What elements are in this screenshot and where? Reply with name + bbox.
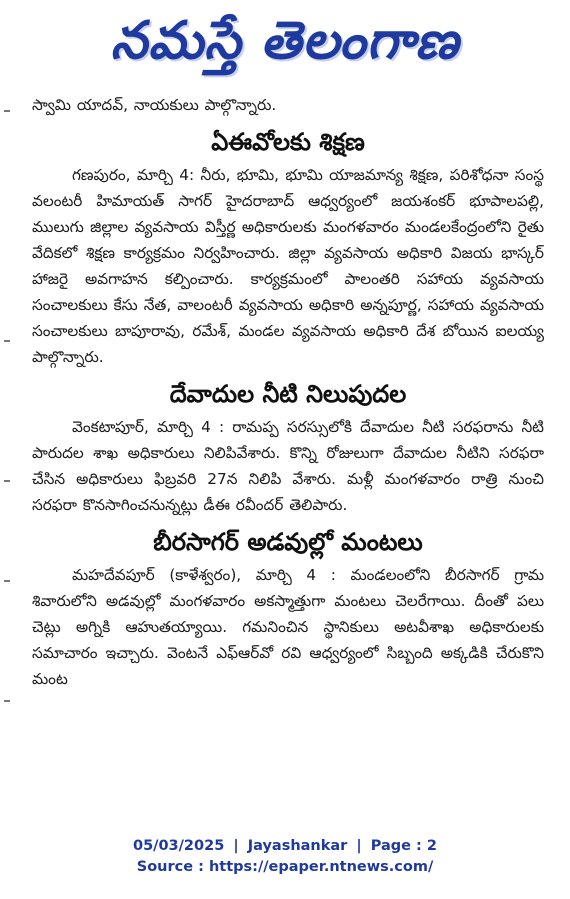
headline-aeo-training: ఏఈవోలకు శిక్షణ xyxy=(211,128,365,156)
article-body-aeo-training: గణపురం, మార్చి 4: నీరు, భూమి, భూమి యాజమాన్య శిక్షణ, పరిశోధనా సంస్థ వలంటరీ హిమాయత్‌ సాగర్‌ హైదరాబాద్‌ ఆధ్వర్యంలో జయశంకర్‌ భూపాలపల్లి, ములుగు జిల్లాల వ్యవసాయ విస్తీర్ణ అధికారులకు మంగళవారం మండలకేంద్రంలోని రైతు వేదికలో శిక్షణ కార్యక్రమం నిర్వహించారు. జిల్లా వ్యవసాయ అధికారి విజయ భాస్కర్‌ హాజరై అవగాహన కల్పించారు. కార్యక్రమంలో పాలంతరి సహాయ వ్యవసాయ సంచాలకులు కేసు నేత, వాలంటరీ వ్యవసాయ అధికారి అన్నపూర్ణ, సహాయ వ్యవసాయ సంచాలకులు బాపూరావు, రమేశ్‌, మండల వ్యవసాయ అధికారి దేశ బోయిన ఐలయ్య పాల్గొన్నారు. xyxy=(32,166,544,366)
article-body-forest-fire: మహదేవపూర్‌ (కాళేశ్వరం), మార్చి 4 : మండలంలోని బీరసాగర్‌ గ్రామ శివారులోని అడవుల్లో మంగళవారం అకస్మాత్తుగా మంటలు చెలరేగాయి. దీంతో పలు చెట్లు అగ్నికి ఆహుతయ్యాయి. గమనించిన స్థానికులు అటవీశాఖ అధికారులకు సమాచారం ఇచ్చారు. వెంటనే ఎఫ్‌ఆర్‌వో రవి ఆధ్వర్యంలో సిబ్బంది అక్కడికి చేరుకొని మంట xyxy=(32,566,544,688)
footer-separator: | xyxy=(356,838,362,854)
masthead xyxy=(0,0,570,92)
newspaper-logo: నమస్తే తెలంగాణ xyxy=(110,11,460,71)
footer-separator: | xyxy=(233,838,239,854)
article-body-devadula-water: వెంకటాపూర్‌, మార్చి 4 : రామప్ప సరస్సులోకి దేవాదుల నీటి సరఫరాను నీటి పారుదల శాఖ అధికారులు నిలిపివేశారు. కొన్ని రోజులుగా దేవాదుల నీటిని సరఫరా చేసిన అధికారులు ఫిబ్రవరి 27న నిలిపి వేశారు. మళ్లీ మంగళవారం రాత్రి నుంచి సరఫరా కొనసాగించనున్నట్లు డీఈ రవీందర్‌ తెలిపారు. xyxy=(32,418,544,514)
footer-source: Source : https://epaper.ntnews.com/ xyxy=(136,859,434,875)
headline-devadula-water: దేవాదుల నీటి నిలుపుదల xyxy=(169,380,407,408)
headline-forest-fire: బీరసాగర్‌ అడవుల్లో మంటలు xyxy=(153,528,423,556)
footer-date: 05/03/2025 xyxy=(132,838,225,854)
previous-article-tail: స్వామి యాదవ్‌, నాయకులు పాల్గొన్నారు. xyxy=(32,96,277,114)
footer-page: Page : 2 xyxy=(370,838,437,854)
article-column xyxy=(32,92,544,820)
clipping-footer xyxy=(0,836,570,878)
footer-edition: Jayashankar xyxy=(247,838,348,854)
footer-meta xyxy=(0,836,570,857)
page-gutter xyxy=(0,100,14,820)
